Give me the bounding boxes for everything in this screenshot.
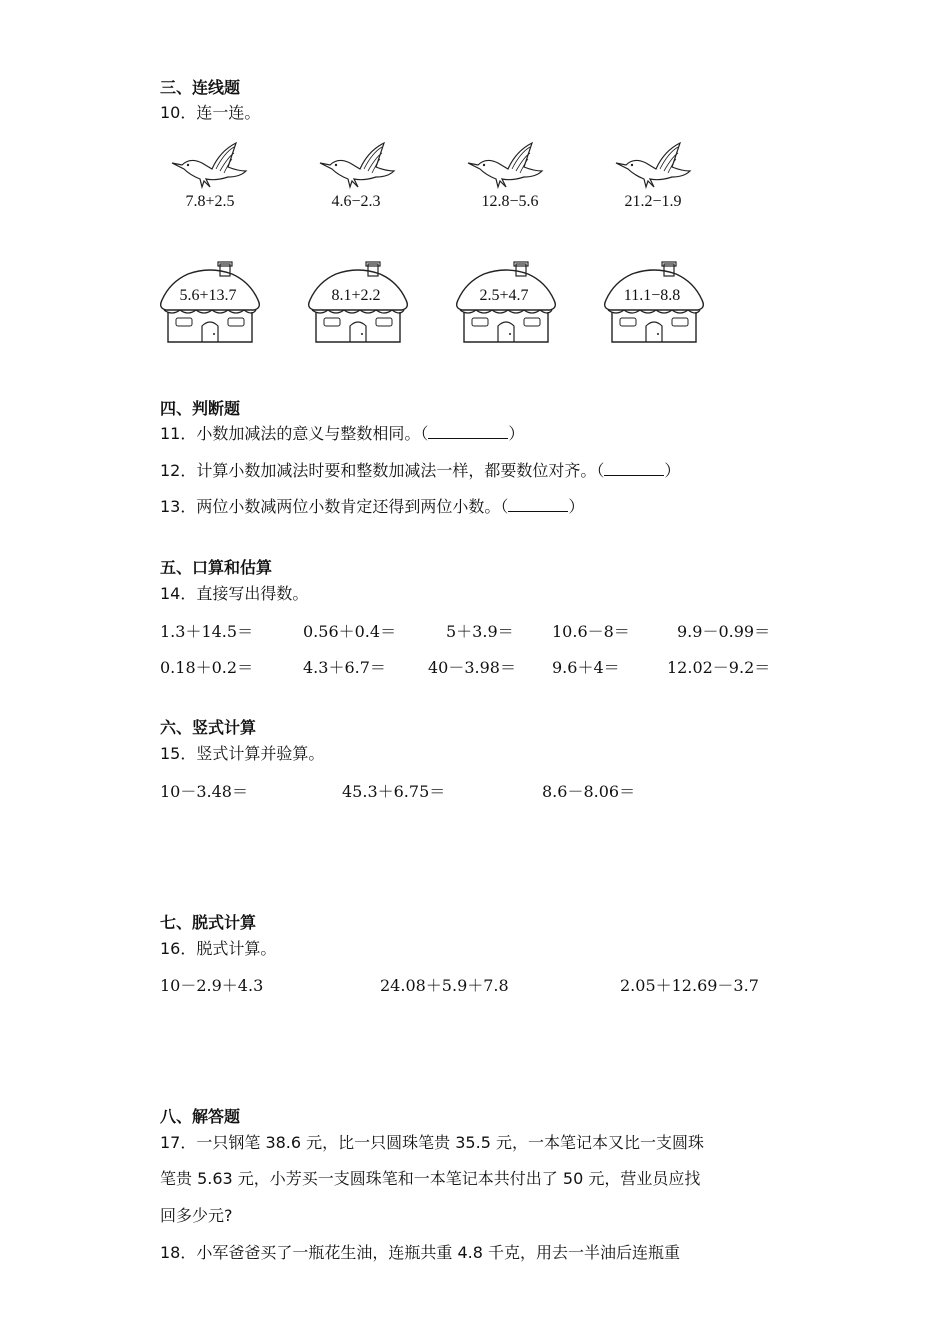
answer-blank-12[interactable]: [604, 461, 664, 476]
question-10: 10．连一连。: [160, 103, 261, 122]
section-5-title: 五、口算和估算: [160, 558, 273, 577]
answer-blank-11[interactable]: [428, 424, 508, 439]
section-8-title: 八、解答题: [160, 1107, 241, 1126]
oral-calc-2-3: 40－3.98＝: [428, 658, 516, 677]
question-13-text: 13．两位小数减两位小数肯定还得到两位小数。（: [160, 497, 509, 516]
question-13: [160, 494, 584, 517]
house-expression-4[interactable]: 11.1−8.8: [623, 287, 681, 304]
question-17-line-3: 回多少元?: [160, 1206, 233, 1225]
section-3-title: 三、连线题: [160, 78, 241, 97]
oral-calc-1-2: 0.56＋0.4＝: [303, 622, 397, 641]
question-17-line-2: 笔贵 5.63 元，小芳买一支圆珠笔和一本笔记本共付出了 50 元，营业员应找: [160, 1169, 701, 1188]
bird-expression-4[interactable]: 21.2−1.9: [624, 193, 682, 210]
bird-expression-3[interactable]: 12.8−5.6: [481, 193, 539, 210]
question-12-text: 12．计算小数加减法时要和整数加减法一样，都要数位对齐。（: [160, 461, 605, 480]
oral-calc-1-5: 9.9－0.99＝: [677, 622, 771, 641]
bird-illustration-4: [612, 136, 692, 196]
paren-close: ）: [568, 497, 585, 516]
question-17-line-1: 17．一只钢笔 38.6 元，比一只圆珠笔贵 35.5 元，一本笔记本又比一支圆珠: [160, 1133, 704, 1152]
section-7-title: 七、脱式计算: [160, 913, 257, 932]
bird-illustration-1: [168, 136, 248, 196]
oral-calc-2-5: 12.02－9.2＝: [667, 658, 771, 677]
paren-close: ）: [508, 424, 525, 443]
question-11: [160, 421, 524, 444]
vertical-calc-2: 45.3＋6.75＝: [342, 782, 446, 801]
oral-calc-1-3: 5＋3.9＝: [446, 622, 514, 641]
house-expression-1[interactable]: 5.6+13.7: [179, 287, 237, 304]
question-16: 16．脱式计算。: [160, 939, 277, 958]
oral-calc-1-4: 10.6－8＝: [552, 622, 630, 641]
vertical-calc-1: 10－3.48＝: [160, 782, 248, 801]
answer-blank-13[interactable]: [508, 497, 568, 512]
stepwise-calc-1: 10－2.9＋4.3: [160, 976, 264, 995]
section-6-title: 六、竖式计算: [160, 718, 257, 737]
question-12: [160, 458, 680, 481]
bird-illustration-3: [464, 136, 544, 196]
vertical-calc-3: 8.6－8.06＝: [542, 782, 636, 801]
oral-calc-1-1: 1.3＋14.5＝: [160, 622, 254, 641]
question-18-line-1: 18．小军爸爸买了一瓶花生油，连瓶共重 4.8 千克，用去一半油后连瓶重: [160, 1243, 680, 1262]
bird-illustration-2: [316, 136, 396, 196]
stepwise-calc-2: 24.08＋5.9＋7.8: [380, 976, 509, 995]
question-15: 15．竖式计算并验算。: [160, 744, 325, 763]
house-expression-2[interactable]: 8.1+2.2: [331, 287, 381, 304]
bird-expression-2[interactable]: 4.6−2.3: [331, 193, 381, 210]
house-expression-3[interactable]: 2.5+4.7: [479, 287, 529, 304]
paren-close: ）: [664, 461, 681, 480]
section-4-title: 四、判断题: [160, 399, 241, 418]
bird-expression-1[interactable]: 7.8+2.5: [185, 193, 235, 210]
oral-calc-2-4: 9.6＋4＝: [552, 658, 620, 677]
question-11-text: 11．小数加减法的意义与整数相同。（: [160, 424, 429, 443]
oral-calc-2-1: 0.18＋0.2＝: [160, 658, 254, 677]
oral-calc-2-2: 4.3＋6.7＝: [303, 658, 386, 677]
stepwise-calc-3: 2.05＋12.69－3.7: [620, 976, 759, 995]
question-14: 14．直接写出得数。: [160, 584, 309, 603]
